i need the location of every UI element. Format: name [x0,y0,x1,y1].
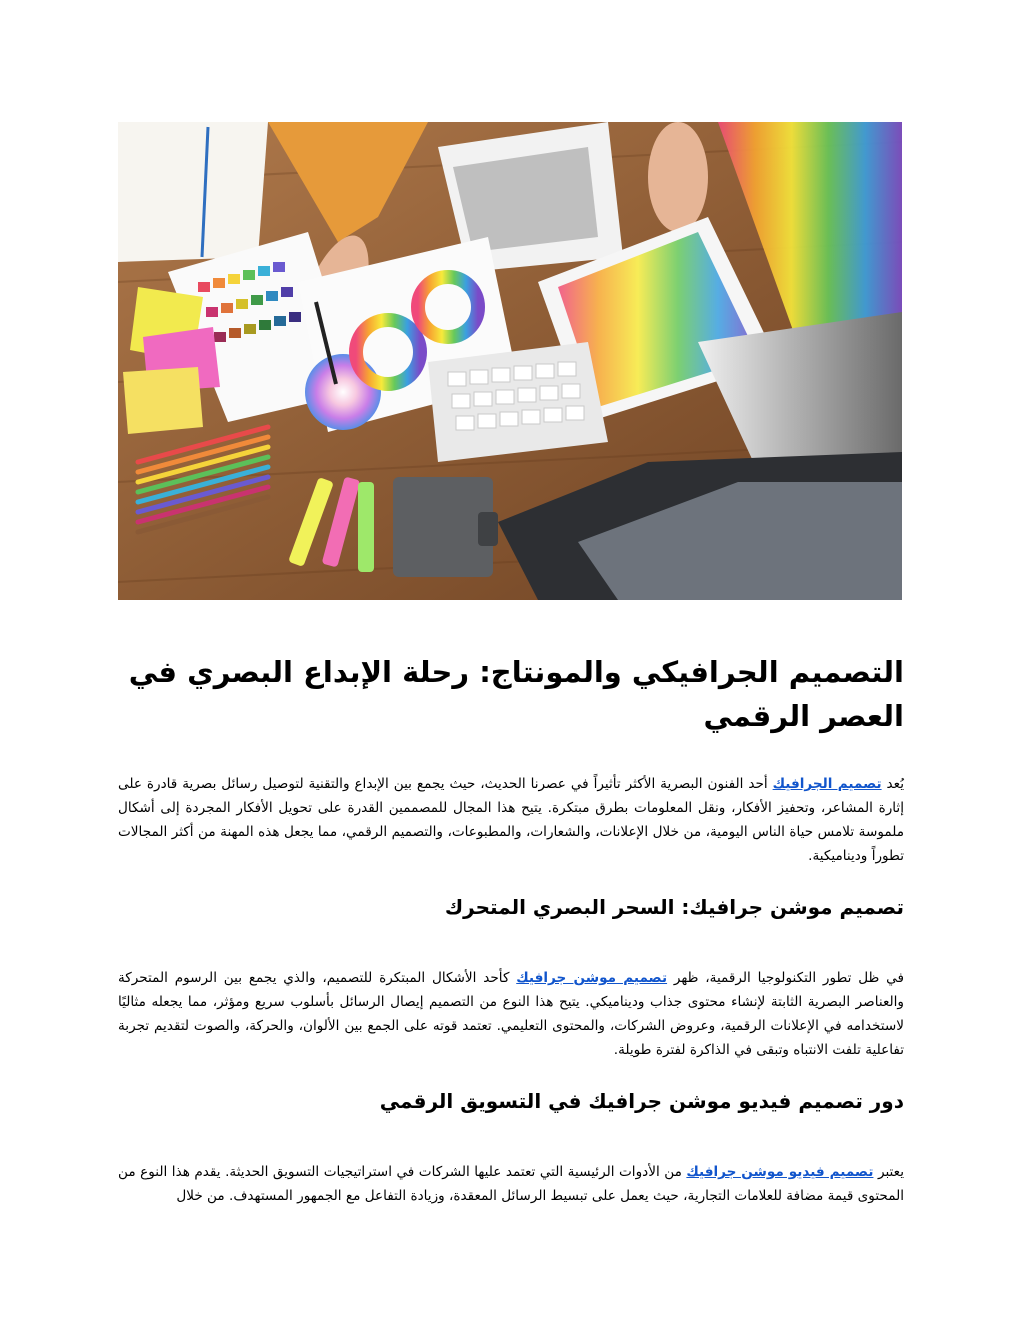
article-content [118,650,904,1232]
section1-prefix: في ظل تطور التكنولوجيا الرقمية، ظهر [667,970,904,986]
section2-text: من الأدوات الرئيسية التي تعتمد عليها الشركات في استراتيجيات التسويق الحديثة. يقدم هذا النوع من المحتوى قيمة مضافة للعلامات التجارية، حيث يعمل على تبسيط الرسائل المعقدة، وزيادة التفاعل مع الجمهور المستهدف. من خلال [118,1164,904,1204]
section-heading-motion-graphics: تصميم موشن جرافيك: السحر البصري المتحرك [444,895,904,919]
document-page [118,0,904,1325]
motion-graphics-link[interactable]: تصميم موشن جرافيك [516,970,668,986]
section-heading-marketing: دور تصميم فيديو موشن جرافيك في التسويق الرقمي [379,1089,904,1113]
marketing-paragraph [118,1160,904,1208]
hero-image [118,122,902,600]
intro-text: أحد الفنون البصرية الأكثر تأثيراً في عصرنا الحديث، حيث يجمع بين الإبداع والتقنية لتوصيل رسائل بصرية قادرة على إثارة المشاعر، وتحفيز الأفكار، ونقل المعلومات بطرق مبتكرة. يتيح هذا المجال للمصممين القدرة على تحويل الأفكار المجردة إلى أشكال ملموسة تلامس حياة الناس اليومية، من خلال الإعلانات، والشعارات، والمطبوعات، والتصميم الرقمي، مما يجعل هذه المهنة من أكثر المجالات تطوراً وديناميكية. [118,776,904,864]
design-desk-illustration [118,122,902,600]
intro-prefix: يُعد [881,776,904,792]
intro-paragraph [118,772,904,868]
motion-video-link[interactable]: تصميم فيديو موشن جرافيك [686,1164,874,1180]
motion-graphics-paragraph [118,966,904,1062]
section1-text: كأحد الأشكال المبتكرة للتصميم، والذي يجمع بين الرسوم المتحركة والعناصر البصرية الثابتة لإنشاء محتوى جذاب وديناميكي. يتيح هذا النوع من التصميم إيصال الرسائل بأسلوب سريع ومؤثر، مما يجعله مثاليًا لاستخدامه في الإعلانات الرقمية، وعروض الشركات، والمحتوى التعليمي. تعتمد قوته على الجمع بين الألوان، والحركة، والصوت لتقديم تجربة تفاعلية تلفت الانتباه وتبقى في الذاكرة لفترة طويلة. [118,970,904,1058]
page-title: التصميم الجرافيكي والمونتاج: رحلة الإبداع البصري في العصر الرقمي [128,655,904,733]
graphic-design-link[interactable]: تصميم الجرافيك [772,776,882,792]
section2-prefix: يعتبر [873,1164,904,1180]
